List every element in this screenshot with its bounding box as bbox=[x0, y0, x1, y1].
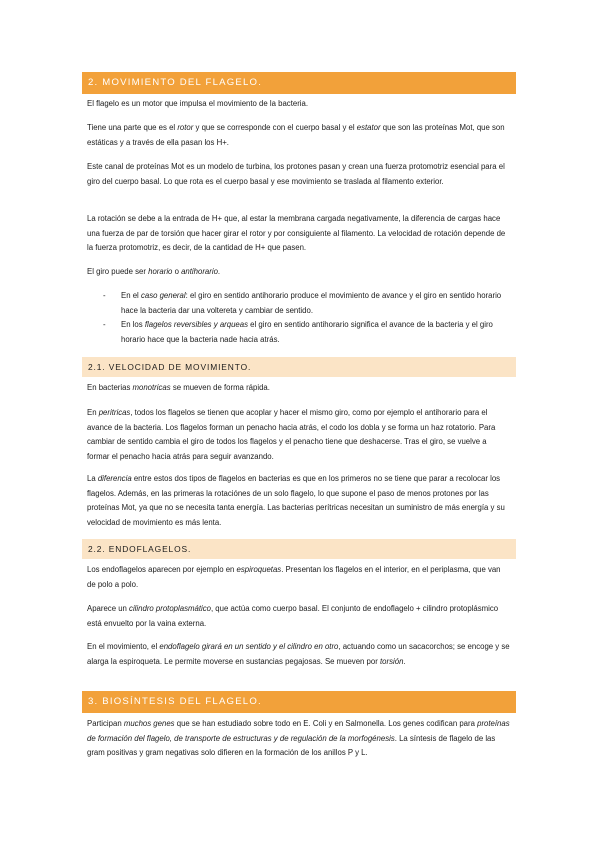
section-heading-biosintesis: 3. BIOSÍNTESIS DEL FLAGELO. bbox=[82, 691, 516, 713]
bullet-caso-general: En el caso general: el giro en sentido antihorario produce el movimiento de avance y el giro en sentido horario hace la bacteria dar una voltereta y cambiar de sentido. bbox=[121, 291, 502, 315]
paragraph-motor: El flagelo es un motor que impulsa el movimiento de la bacteria. bbox=[87, 99, 309, 108]
paragraph-sacacorchos: En el movimiento, el endoflagelo girará en un sentido y el cilindro en otro, actuando como un sacacorchos; se encoge y se alarga la espiroqueta. Le permite moverse en sustancias pegajosas. Se mueven por torsión. bbox=[87, 642, 510, 666]
paragraph-cilindro: Aparece un cilindro protoplasmático, que actúa como cuerpo basal. El conjunto de endoflagelo + cilindro protoplásmico está envuelto por la vaina externa. bbox=[87, 604, 499, 628]
paragraph-giro: El giro puede ser horario o antihorario. bbox=[87, 267, 221, 276]
term-horario: horario bbox=[148, 267, 173, 276]
term-antihorario: antihorario bbox=[181, 267, 218, 276]
bullet-dash: - bbox=[103, 320, 106, 329]
subsection-heading-velocidad: 2.1. VELOCIDAD DE MOVIMIENTO. bbox=[82, 357, 516, 377]
paragraph-rotor: Tiene una parte que es el rotor y que se corresponde con el cuerpo basal y el estator que son las proteínas Mot, que son estáticas y a través de ella pasan los H+. bbox=[87, 123, 505, 147]
term-estator: estator bbox=[356, 123, 381, 132]
bullet-flagelos-reversibles: En los flagelos reversibles y arqueas el giro en sentido antihorario significa el avance de la bacteria y el giro horario hace que la bacteria nade hacia atrás. bbox=[121, 320, 493, 344]
paragraph-monotricas: En bacterias monotricas se mueven de forma rápida. bbox=[87, 383, 270, 392]
paragraph-rotacion: La rotación se debe a la entrada de H+ que, al estar la membrana cargada negativamente, la diferencia de cargas hace una fuerza de par de torsión que hacer girar el rotor y por consiguiente al filamento. La velocidad de rotación depende de la fuerza protomotriz, es decir, de la cantidad de H+ que pasen. bbox=[87, 214, 506, 253]
subsection-heading-endoflagelos: 2.2. ENDOFLAGELOS. bbox=[82, 539, 516, 559]
bullet-dash: - bbox=[103, 291, 106, 300]
paragraph-biosintesis: Participan muchos genes que se han estudiado sobre todo en E. Coli y en Salmonella. Los genes codifican para proteínas de formación del flagelo, de transporte de estructuras y de regulación de la morfogénesis. La síntesis de flagelo de las gram positivas y gram negativas solo difieren en la formación de los anillos P y L. bbox=[87, 719, 510, 758]
paragraph-turbina: Este canal de proteínas Mot es un modelo de turbina, los protones pasan y crean una fuerza protomotriz esencial para el giro del cuerpo basal. Lo que rota es el cuerpo basal y ese movimiento se traslada al filamento exterior. bbox=[87, 162, 505, 186]
term-rotor: rotor bbox=[177, 123, 194, 132]
paragraph-diferencia: La diferencia entre estos dos tipos de flagelos en bacterias es que en los primeros no se tiene que parar a recolocar los flagelos. Además, en las primeras la rotaciónes de un solo flagelo, lo que supone el paso de menos protones por las proteínas Mot, ya que no se necesita tanta energía. Las bacterias perítricas necesitan un suministro de más energía y su velocidad de movimiento es más lenta. bbox=[87, 474, 505, 527]
paragraph-endoflagelos: Los endoflagelos aparecen por ejemplo en espiroquetas. Presentan los flagelos en el interior, en el periplasma, que van de polo a polo. bbox=[87, 565, 501, 589]
paragraph-peritricas: En peritricas, todos los flagelos se tienen que acoplar y hacer el mismo giro, como por ejemplo el antihorario para el avance de la bacteria. Los flagelos forman un penacho hacia atrás, el codo los dobla y se forma un haz rotatorio. Para cambiar de sentido cambia el giro de todos los flagelos y el penacho tiene que deshacerse. Tras el giro, se vuelve a formar el penacho hacia atrás para seguir avanzando. bbox=[87, 408, 496, 461]
section-heading-movimiento: 2. MOVIMIENTO DEL FLAGELO. bbox=[82, 72, 516, 94]
